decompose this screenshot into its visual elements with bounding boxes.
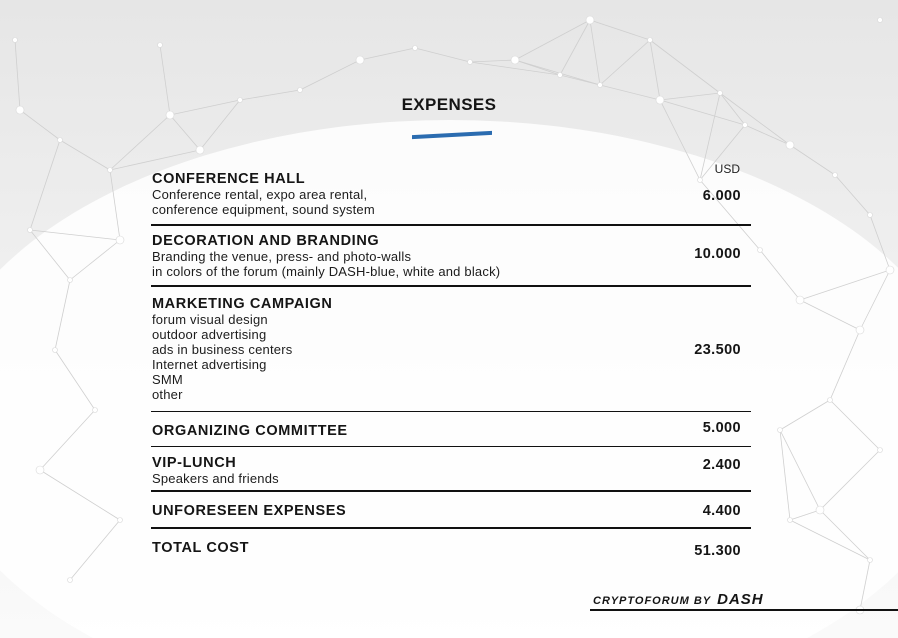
row-title: MARKETING CAMPAIGN: [152, 296, 333, 312]
row-amount: 51.300: [694, 543, 741, 559]
expense-row-vip-lunch: [151, 447, 751, 492]
footer-text: CRYPTOFORUM BY: [593, 595, 712, 607]
row-amount: 23.500: [694, 342, 741, 358]
row-amount: 6.000: [702, 188, 741, 204]
row-amount: 5.000: [702, 420, 741, 436]
expense-row-marketing-campaign: [151, 287, 751, 412]
row-desc-line: outdoor advertising: [152, 327, 267, 342]
row-amount: 10.000: [694, 246, 741, 262]
row-title: TOTAL COST: [152, 540, 250, 556]
expense-row-total-cost: [151, 529, 751, 563]
expenses-table: [151, 170, 751, 563]
row-title: VIP-LUNCH: [152, 455, 237, 471]
row-desc-line: forum visual design: [152, 312, 268, 327]
row-desc-line: Speakers and friends: [152, 471, 279, 486]
row-title: UNFORESEEN EXPENSES: [152, 503, 347, 519]
title-underline: [412, 131, 492, 139]
row-desc-line: Branding the venue, press- and photo-walls: [152, 249, 412, 264]
currency-label: USD: [714, 162, 740, 176]
row-desc-line: conference equipment, sound system: [152, 202, 375, 217]
expense-row-conference-hall: [151, 170, 751, 226]
row-desc-line: ads in business centers: [152, 342, 293, 357]
row-amount: 2.400: [702, 457, 741, 473]
footer-divider: [590, 609, 898, 611]
expense-row-organizing-committee: [151, 412, 751, 447]
page-title: EXPENSES: [401, 95, 497, 114]
footer-brand: [593, 591, 764, 608]
row-amount: 4.400: [702, 503, 741, 519]
row-desc-line: other: [152, 387, 183, 402]
row-title: CONFERENCE HALL: [152, 171, 306, 187]
row-desc-line: SMM: [152, 372, 183, 387]
dash-logo: DASH: [717, 591, 764, 608]
row-desc-line: Conference rental, expo area rental,: [152, 187, 368, 202]
row-title: ORGANIZING COMMITTEE: [152, 423, 348, 439]
expense-row-unforeseen-expenses: [151, 492, 751, 529]
expense-row-decoration-branding: [151, 226, 751, 287]
row-desc-line: in colors of the forum (mainly DASH-blue, white and black): [152, 264, 501, 279]
row-desc-line: Internet advertising: [152, 357, 267, 372]
row-title: DECORATION AND BRANDING: [152, 233, 380, 249]
